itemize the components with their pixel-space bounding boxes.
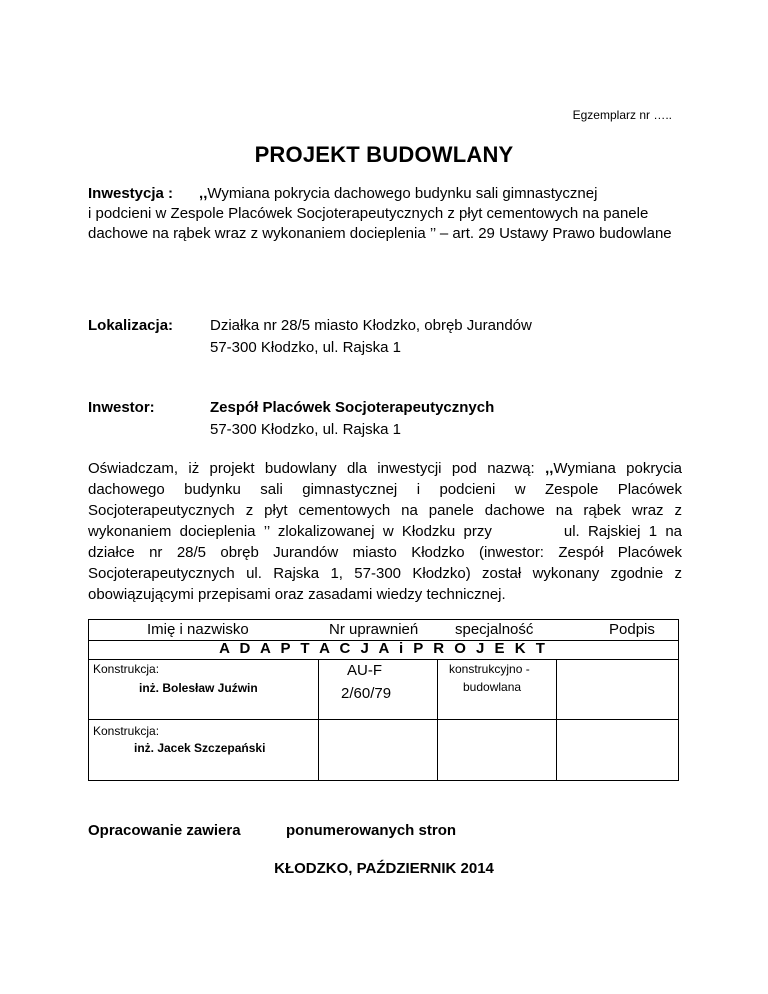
table-col-rule-1 xyxy=(318,659,319,781)
copy-number: Egzemplarz nr ….. xyxy=(572,108,672,122)
table-row-rule xyxy=(89,719,678,720)
table-row2-role: Konstrukcja: xyxy=(93,724,160,738)
designers-table xyxy=(88,619,679,781)
table-header-signature: Podpis xyxy=(609,621,655,638)
investor-address: 57-300 Kłodzko, ul. Rajska 1 xyxy=(210,421,401,438)
declaration-street: ul. Rajskiej 1 xyxy=(563,523,658,540)
document-pages-label: ponumerowanych stron xyxy=(286,822,457,839)
declaration-paragraph xyxy=(88,458,682,605)
location-label: Lokalizacja: xyxy=(88,317,174,334)
table-section-rule xyxy=(89,659,678,660)
table-row1-role: Konstrukcja: xyxy=(93,662,160,676)
table-row1-specialty-line2: budowlana xyxy=(463,680,522,694)
table-row1-specialty-line1: konstrukcyjno - xyxy=(449,662,530,676)
table-header-name: Imię i nazwisko xyxy=(147,621,249,638)
table-row1-license-line2: 2/60/79 xyxy=(341,685,392,702)
declaration-intro: Oświadczam, iż projekt budowlany dla inwestycji pod nazwą: xyxy=(88,460,546,477)
location-line2: 57-300 Kłodzko, ul. Rajska 1 xyxy=(210,339,401,356)
investor-value xyxy=(210,397,690,441)
table-section-title: A D A P T A C J A i P R O J E K T xyxy=(219,640,548,657)
table-col-rule-2 xyxy=(437,659,438,781)
investment-quote-open: ,, xyxy=(199,185,208,202)
table-row1-license-line1: AU-F xyxy=(347,662,382,679)
declaration-tail: na działce nr 28/5 obręb Jurandów miasto Kłodzko (inwestor: Zespół Placówek Socjoterapeutycznych ul. Rajska 1, 57-300 Kłodzko) został wykonany zgodnie z obowiązującymi przepisami oraz zasadami wiedzy technicznej. xyxy=(88,523,682,603)
table-col-rule-3 xyxy=(556,659,557,781)
investment-text-line1: Wymiana pokrycia dachowego budynku sali gimnastycznej xyxy=(207,185,598,202)
location-line1: Działka nr 28/5 miasto Kłodzko, obręb Jurandów xyxy=(210,317,532,334)
table-row2-person: inż. Jacek Szczepański xyxy=(134,741,266,755)
city-date: KŁODZKO, PAŹDZIERNIK 2014 xyxy=(274,860,494,877)
investor-name: Zespół Placówek Socjoterapeutycznych xyxy=(210,399,495,416)
table-header-specialty: specjalność xyxy=(455,621,534,638)
location-value xyxy=(210,315,690,359)
investor-label: Inwestor: xyxy=(88,399,155,416)
table-header-license: Nr uprawnień xyxy=(329,621,419,638)
investment-text-rest: i podcieni w Zespole Placówek Socjoterapeutycznych z płyt cementowych na panele dachowe na rąbek wraz z wykonaniem docieplenia ’’ – art. 29 Ustawy Prawo budowlane xyxy=(88,205,672,242)
declaration-quote-open: ,, xyxy=(545,460,554,477)
investment-label: Inwestycja : xyxy=(88,185,174,202)
investment-paragraph xyxy=(88,184,684,244)
page-title: PROJEKT BUDOWLANY xyxy=(254,142,514,167)
declaration-body: Wymiana pokrycia dachowego budynku sali gimnastycznej i podcieni w Zespole Placówek Socjoterapeutycznych z płyt cementowych na panele dachowe na rąbek wraz z wykonaniem docieplenia ’’ zlokalizowanej w Kłodzku przy xyxy=(88,460,682,540)
table-row1-person: inż. Bolesław Juźwin xyxy=(139,681,258,695)
document-contains-label: Opracowanie zawiera xyxy=(88,822,241,839)
